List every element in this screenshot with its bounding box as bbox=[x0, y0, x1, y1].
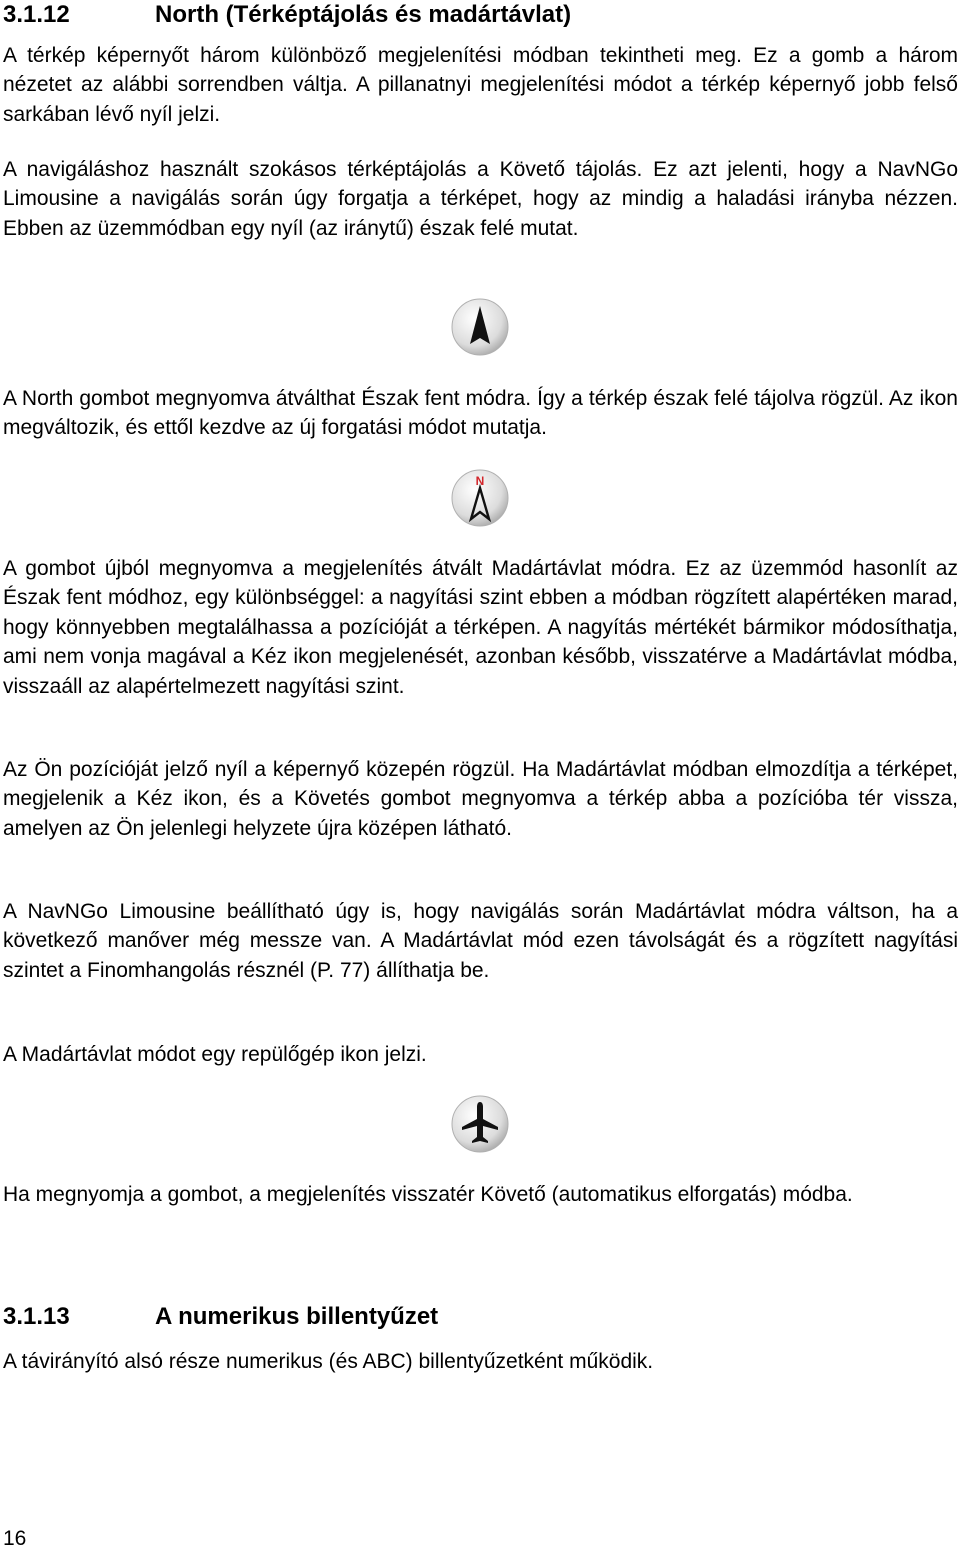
section-heading-3-1-12 bbox=[3, 0, 571, 30]
paragraph-auto-overview: A NavNGo Limousine beállítható úgy is, hogy navigálás során Madártávlat módra váltson, ha a következő manőver még messze van. A Madártávlat mód ezen távolságát és a rögzített nagyítási szintet a Finomhangolás résznél (P. 77) állíthatja be. bbox=[3, 900, 958, 982]
section-number: 3.1.12 bbox=[3, 1, 70, 28]
paragraph-numeric-keypad: A távirányító alsó része numerikus (és ABC) billentyűzetként működik. bbox=[3, 1350, 654, 1373]
section-number: 3.1.13 bbox=[3, 1303, 70, 1330]
paragraph-return-track-up: Ha megnyomja a gombot, a megjelenítés visszatér Követő (automatikus elforgatás) módba. bbox=[3, 1183, 853, 1206]
page-number: 16 bbox=[3, 1527, 27, 1550]
section-heading-3-1-13 bbox=[3, 1302, 438, 1332]
section-title: A numerikus billentyűzet bbox=[155, 1303, 439, 1330]
paragraph-display-modes: A térkép képernyőt három különböző megjelenítési módban tekintheti meg. Ez a gomb a három nézetet az alábbi sorrendben váltja. A pillanatnyi megjelenítési módot a térkép képernyő jobb felső sarkában lévő nyíl jelzi. bbox=[3, 44, 958, 126]
north-up-arrow-icon bbox=[451, 469, 509, 527]
paragraph-north-up: A North gombot megnyomva átválthat Észak fent módra. Így a térkép észak felé tájolva rögzül. Az ikon megváltozik, és ettől kezdve az új forgatási módot mutatja. bbox=[3, 387, 958, 440]
section-title: North (Térképtájolás és madártávlat) bbox=[155, 1, 572, 28]
paragraph-overview-mode: A gombot újból megnyomva a megjelenítés átvált Madártávlat módra. Ez az üzemmód hasonlít az Észak fent módhoz, egy különbséggel: a nagyítási szint ebben a módban rögzített alapértéken marad, hogy könnyebben megtalálhassa a pozícióját a térképen. A nagyítás mértékét bármikor módosíthatja, ami nem vonja magával a Kéz ikon megjelenését, azonban később, visszatérve a Madártávlat módba, visszaáll az alapértelmezett nagyítási szint. bbox=[3, 557, 958, 698]
paragraph-airplane-icon: A Madártávlat módot egy repülőgép ikon jelzi. bbox=[3, 1043, 427, 1066]
north-letter: N bbox=[475, 474, 485, 488]
paragraph-track-up: A navigáláshoz használt szokásos térképtájolás a Követő tájolás. Ez azt jelenti, hogy a NavNGo Limousine a navigálás során úgy forgatja a térképet, hogy az mindig a haladási irányba nézzen. Ebben az üzemmódban egy nyíl (az iránytű) észak felé mutat. bbox=[3, 158, 958, 240]
airplane-icon bbox=[451, 1095, 509, 1153]
paragraph-position-arrow: Az Ön pozícióját jelző nyíl a képernyő közepén rögzül. Ha Madártávlat módban elmozdítja a térképet, megjelenik a Kéz ikon, és a Követés gombot megnyomva a térkép abba a pozícióba tér vissza, amelyen az Ön jelenlegi helyzete újra középen látható. bbox=[3, 758, 958, 840]
compass-arrow-icon bbox=[451, 298, 509, 356]
